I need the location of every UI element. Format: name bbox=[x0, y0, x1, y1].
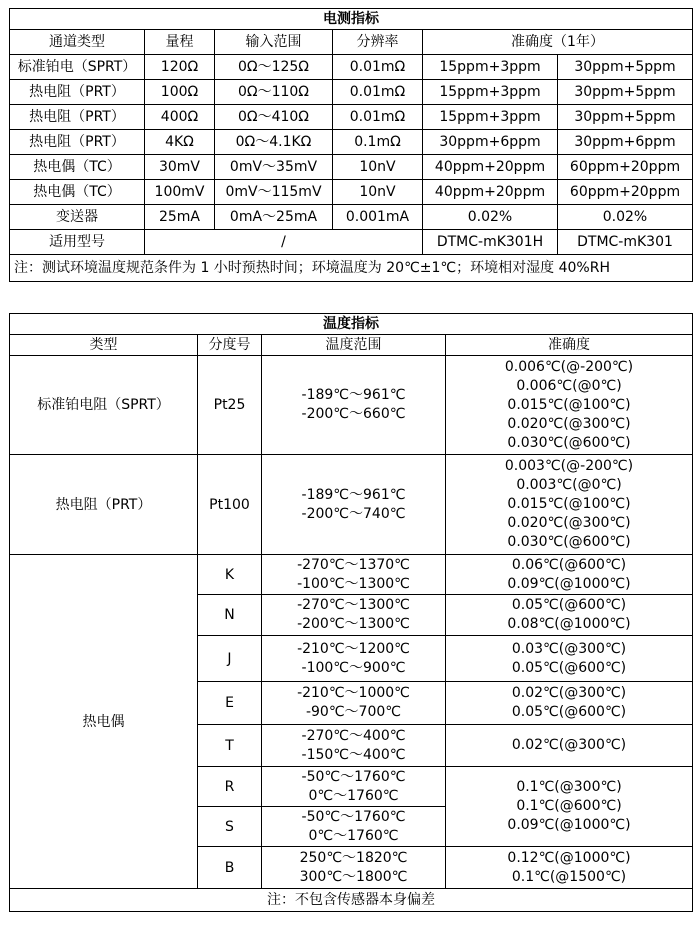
range-line: 0℃～1760℃ bbox=[308, 787, 399, 804]
range-line: -200℃～1300℃ bbox=[297, 616, 410, 632]
cell-accuracy-rs bbox=[446, 767, 693, 847]
accuracy-line: 0.015℃(@100℃) bbox=[507, 496, 631, 512]
table-row bbox=[10, 130, 693, 155]
cell-accuracy bbox=[446, 636, 693, 682]
temperature-spec-title: 温度指标 bbox=[10, 314, 693, 335]
cell-temp-range bbox=[262, 725, 446, 767]
col-header-accuracy: 准确度 bbox=[446, 335, 693, 356]
table-row bbox=[10, 205, 693, 230]
cell-input: 0Ω～4.1KΩ bbox=[215, 130, 333, 155]
cell-temp-range bbox=[262, 847, 446, 889]
cell-type: 热电偶（TC） bbox=[10, 155, 145, 180]
cell-temp-range bbox=[262, 636, 446, 682]
col-header-range: 量程 bbox=[145, 30, 215, 55]
cell-index: B bbox=[198, 847, 262, 889]
range-line: -189℃～961℃ bbox=[301, 486, 406, 503]
cell-accuracy: 30ppm+5ppm bbox=[558, 80, 693, 105]
cell-temp-range bbox=[262, 455, 446, 555]
table-row bbox=[10, 105, 693, 130]
cell-accuracy-h: 15ppm+3ppm bbox=[423, 55, 558, 80]
accuracy-line: 0.006℃(@0℃) bbox=[516, 377, 622, 394]
cell-index: K bbox=[198, 555, 262, 595]
cell-temp-range bbox=[262, 356, 446, 455]
cell-resolution: 0.01mΩ bbox=[333, 55, 423, 80]
cell-temp-range bbox=[262, 555, 446, 595]
cell-accuracy: 30ppm+6ppm bbox=[558, 130, 693, 155]
cell-accuracy: 60ppm+20ppm bbox=[558, 155, 693, 180]
cell-range: 100Ω bbox=[145, 80, 215, 105]
accuracy-line: 0.09℃(@1000℃) bbox=[507, 817, 631, 833]
accuracy-line: 0.1℃(@300℃) bbox=[516, 779, 622, 795]
cell-type: 变送器 bbox=[10, 205, 145, 230]
tc-row-k bbox=[10, 555, 693, 595]
sprt-row bbox=[10, 356, 693, 455]
col-header-input-range: 输入范围 bbox=[215, 30, 333, 55]
cell-resolution: 0.01mΩ bbox=[333, 105, 423, 130]
cell-accuracy: 30ppm+5ppm bbox=[558, 55, 693, 80]
range-line: 300℃～1800℃ bbox=[299, 868, 408, 885]
cell-accuracy-h: 15ppm+3ppm bbox=[423, 80, 558, 105]
accuracy-line: 0.020℃(@300℃) bbox=[507, 515, 631, 531]
col-header-index: 分度号 bbox=[198, 335, 262, 356]
col-header-accuracy: 准确度（1年） bbox=[423, 30, 693, 55]
cell-accuracy bbox=[446, 595, 693, 636]
accuracy-line: 0.1℃(@600℃) bbox=[516, 798, 622, 814]
col-header-type: 类型 bbox=[10, 335, 198, 356]
electrical-spec-table bbox=[9, 8, 693, 282]
cell-type: 标准铂电阻（SPRT） bbox=[10, 356, 198, 455]
accuracy-line: 0.06℃(@600℃) bbox=[511, 556, 627, 573]
accuracy-line: 0.09℃(@1000℃) bbox=[507, 575, 631, 592]
cell-type: 标准铂电（SPRT） bbox=[10, 55, 145, 80]
accuracy-line: 0.12℃(@1000℃) bbox=[507, 849, 631, 866]
cell-accuracy-h: 0.02% bbox=[423, 205, 558, 230]
range-line: -90℃～700℃ bbox=[305, 704, 402, 720]
cell-range: 30mV bbox=[145, 155, 215, 180]
range-line: 0℃～1760℃ bbox=[308, 827, 399, 844]
model-mk301h: DTMC-mK301H bbox=[423, 230, 558, 255]
cell-accuracy-h: 15ppm+3ppm bbox=[423, 105, 558, 130]
range-line: -270℃～1300℃ bbox=[297, 597, 410, 613]
cell-accuracy bbox=[446, 725, 693, 767]
prt-row bbox=[10, 455, 693, 555]
cell-type: 热电阻（PRT） bbox=[10, 455, 198, 555]
accuracy-line: 0.02℃(@300℃) bbox=[511, 685, 627, 701]
cell-index: J bbox=[198, 636, 262, 682]
range-line: -210℃～1200℃ bbox=[297, 640, 410, 657]
range-line: 250℃～1820℃ bbox=[299, 849, 408, 866]
cell-range: 100mV bbox=[145, 180, 215, 205]
cell-resolution: 0.01mΩ bbox=[333, 80, 423, 105]
accuracy-line: 0.003℃(@-200℃) bbox=[504, 458, 634, 474]
cell-input: 0mA～25mA bbox=[215, 205, 333, 230]
cell-index: S bbox=[198, 807, 262, 847]
accuracy-line: 0.1℃(@1500℃) bbox=[511, 868, 627, 885]
cell-index: R bbox=[198, 767, 262, 807]
model-slash: / bbox=[145, 230, 423, 255]
cell-accuracy bbox=[446, 682, 693, 725]
cell-input: 0mV～35mV bbox=[215, 155, 333, 180]
cell-range: 4KΩ bbox=[145, 130, 215, 155]
cell-range: 25mA bbox=[145, 205, 215, 230]
accuracy-line: 0.006℃(@-200℃) bbox=[504, 358, 634, 375]
cell-temp-range bbox=[262, 682, 446, 725]
cell-resolution: 0.001mA bbox=[333, 205, 423, 230]
cell-index: E bbox=[198, 682, 262, 725]
cell-input: 0Ω～125Ω bbox=[215, 55, 333, 80]
cell-resolution: 10nV bbox=[333, 180, 423, 205]
cell-accuracy bbox=[446, 356, 693, 455]
cell-input: 0Ω～110Ω bbox=[215, 80, 333, 105]
cell-accuracy bbox=[446, 847, 693, 889]
electrical-note: 注：测试环境温度规范条件为 1 小时预热时间；环境温度为 20℃±1℃；环境相对湿度 40%RH bbox=[10, 255, 693, 282]
table-row bbox=[10, 80, 693, 105]
accuracy-line: 0.020℃(@300℃) bbox=[507, 415, 631, 432]
cell-input: 0mV～115mV bbox=[215, 180, 333, 205]
range-line: -189℃～961℃ bbox=[301, 387, 406, 403]
cell-range: 120Ω bbox=[145, 55, 215, 80]
cell-index: N bbox=[198, 595, 262, 636]
temperature-note: 注：不包含传感器本身偏差 bbox=[10, 889, 693, 912]
model-row bbox=[10, 230, 693, 255]
cell-type: 热电阻（PRT） bbox=[10, 130, 145, 155]
col-header-temp-range: 温度范围 bbox=[262, 335, 446, 356]
accuracy-line: 0.05℃(@600℃) bbox=[511, 597, 627, 613]
accuracy-line: 0.02℃(@300℃) bbox=[511, 737, 627, 753]
cell-input: 0Ω～410Ω bbox=[215, 105, 333, 130]
range-line: -100℃～900℃ bbox=[301, 659, 406, 676]
electrical-spec-title: 电测指标 bbox=[10, 9, 693, 30]
cell-accuracy: 30ppm+5ppm bbox=[558, 105, 693, 130]
cell-accuracy-h: 40ppm+20ppm bbox=[423, 180, 558, 205]
col-header-channel-type: 通道类型 bbox=[10, 30, 145, 55]
accuracy-line: 0.08℃(@1000℃) bbox=[507, 616, 631, 632]
cell-temp-range bbox=[262, 807, 446, 847]
cell-type: 热电阻（PRT） bbox=[10, 105, 145, 130]
cell-index: Pt100 bbox=[198, 455, 262, 555]
cell-accuracy: 0.02% bbox=[558, 205, 693, 230]
range-line: -50℃～1760℃ bbox=[301, 808, 406, 825]
accuracy-line: 0.030℃(@600℃) bbox=[507, 434, 631, 451]
cell-temp-range bbox=[262, 595, 446, 636]
range-line: -270℃～400℃ bbox=[301, 727, 406, 744]
cell-range: 400Ω bbox=[145, 105, 215, 130]
table-row bbox=[10, 155, 693, 180]
range-line: -210℃～1000℃ bbox=[297, 685, 410, 701]
accuracy-line: 0.05℃(@600℃) bbox=[511, 704, 627, 720]
cell-resolution: 0.1mΩ bbox=[333, 130, 423, 155]
range-line: -200℃～740℃ bbox=[301, 505, 406, 522]
range-line: -50℃～1760℃ bbox=[301, 768, 406, 785]
cell-accuracy: 60ppm+20ppm bbox=[558, 180, 693, 205]
model-mk301: DTMC-mK301 bbox=[558, 230, 693, 255]
range-line: -100℃～1300℃ bbox=[297, 575, 410, 592]
cell-resolution: 10nV bbox=[333, 155, 423, 180]
cell-temp-range bbox=[262, 767, 446, 807]
accuracy-line: 0.003℃(@0℃) bbox=[516, 477, 622, 493]
cell-index: Pt25 bbox=[198, 356, 262, 455]
cell-accuracy-h: 40ppm+20ppm bbox=[423, 155, 558, 180]
cell-accuracy-h: 30ppm+6ppm bbox=[423, 130, 558, 155]
accuracy-line: 0.030℃(@600℃) bbox=[507, 534, 631, 550]
table-row bbox=[10, 55, 693, 80]
accuracy-line: 0.03℃(@300℃) bbox=[511, 640, 627, 657]
cell-accuracy bbox=[446, 455, 693, 555]
temperature-spec-table bbox=[9, 313, 693, 912]
accuracy-line: 0.05℃(@600℃) bbox=[511, 659, 627, 676]
cell-type-thermocouple: 热电偶 bbox=[10, 555, 198, 889]
range-line: -150℃～400℃ bbox=[301, 746, 406, 763]
cell-accuracy bbox=[446, 555, 693, 595]
range-line: -270℃～1370℃ bbox=[297, 556, 410, 573]
table-row bbox=[10, 180, 693, 205]
accuracy-line: 0.015℃(@100℃) bbox=[507, 396, 631, 413]
col-header-resolution: 分辨率 bbox=[333, 30, 423, 55]
model-label: 适用型号 bbox=[10, 230, 145, 255]
cell-index: T bbox=[198, 725, 262, 767]
cell-type: 热电偶（TC） bbox=[10, 180, 145, 205]
range-line: -200℃～660℃ bbox=[301, 406, 406, 422]
cell-type: 热电阻（PRT） bbox=[10, 80, 145, 105]
